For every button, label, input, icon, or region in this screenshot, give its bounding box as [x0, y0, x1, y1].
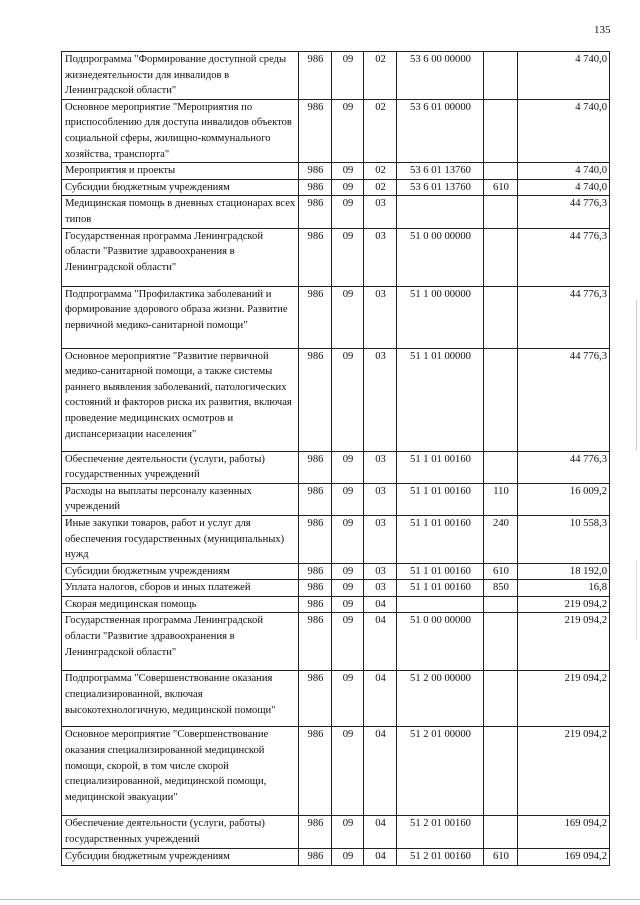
row-sum: 18 192,0: [518, 563, 610, 580]
row-name: Государственная программа Ленинградской области "Развитие здравоохранения в Ленинградской области": [62, 613, 299, 671]
row-name: Скорая медицинская помощь: [62, 596, 299, 613]
row-vr: 610: [484, 849, 518, 866]
row-csr: 53 6 01 13760: [397, 163, 484, 180]
row-pr: 03: [364, 451, 397, 483]
row-gr: 986: [299, 671, 332, 727]
row-rz: 09: [332, 196, 364, 228]
table-row: [62, 348, 610, 451]
row-gr: 986: [299, 596, 332, 613]
row-pr: 02: [364, 52, 397, 100]
row-vr: [484, 613, 518, 671]
row-name: Основное мероприятие "Мероприятия по приспособлению для доступа инвалидов объектов социальной сферы, жилищно-коммунального хозяйства, транспорта": [62, 99, 299, 162]
row-pr: 02: [364, 179, 397, 196]
row-sum: 16,8: [518, 580, 610, 597]
row-vr: 110: [484, 483, 518, 515]
row-pr: 03: [364, 580, 397, 597]
row-gr: 986: [299, 515, 332, 563]
row-name: Субсидии бюджетным учреждениям: [62, 179, 299, 196]
budget-table: [61, 51, 610, 866]
row-sum: 44 776,3: [518, 196, 610, 228]
row-gr: 986: [299, 286, 332, 348]
row-sum: 44 776,3: [518, 228, 610, 286]
row-pr: 03: [364, 228, 397, 286]
row-sum: 44 776,3: [518, 348, 610, 451]
row-vr: [484, 52, 518, 100]
row-csr: 51 1 01 00160: [397, 451, 484, 483]
row-csr: 51 0 00 00000: [397, 228, 484, 286]
row-vr: [484, 228, 518, 286]
row-csr: 51 2 01 00160: [397, 816, 484, 849]
row-rz: 09: [332, 727, 364, 816]
row-gr: 986: [299, 613, 332, 671]
row-name: Основное мероприятие "Развитие первичной медико-санитарной помощи, а также системы раннего выявления заболеваний, патологических состояний и факторов риска их развития, включая проведение медицинских осмотров и диспансеризации населения": [62, 348, 299, 451]
row-name: Подпрограмма "Совершенствование оказания специализированной, включая высокотехнологичную, медицинской помощи": [62, 671, 299, 727]
row-csr: 51 1 01 00160: [397, 515, 484, 563]
row-pr: 03: [364, 196, 397, 228]
row-sum: 219 094,2: [518, 613, 610, 671]
row-rz: 09: [332, 671, 364, 727]
table-row: [62, 580, 610, 597]
row-pr: 03: [364, 515, 397, 563]
row-vr: [484, 99, 518, 162]
row-sum: 219 094,2: [518, 671, 610, 727]
row-sum: 16 009,2: [518, 483, 610, 515]
row-gr: 986: [299, 196, 332, 228]
row-pr: 04: [364, 816, 397, 849]
row-pr: 04: [364, 727, 397, 816]
row-rz: 09: [332, 816, 364, 849]
row-pr: 03: [364, 563, 397, 580]
table-row: [62, 179, 610, 196]
row-vr: [484, 727, 518, 816]
row-pr: 02: [364, 163, 397, 180]
table-row: [62, 849, 610, 866]
table-row: [62, 671, 610, 727]
row-gr: 986: [299, 348, 332, 451]
row-gr: 986: [299, 228, 332, 286]
row-name: Мероприятия и проекты: [62, 163, 299, 180]
row-vr: [484, 816, 518, 849]
table-row: [62, 163, 610, 180]
row-gr: 986: [299, 849, 332, 866]
row-name: Медицинская помощь в дневных стационарах всех типов: [62, 196, 299, 228]
row-name: Обеспечение деятельности (услуги, работы) государственных учреждений: [62, 451, 299, 483]
table-row: [62, 727, 610, 816]
row-pr: 03: [364, 286, 397, 348]
table-row: [62, 451, 610, 483]
row-rz: 09: [332, 52, 364, 100]
row-rz: 09: [332, 179, 364, 196]
row-pr: 04: [364, 849, 397, 866]
row-pr: 04: [364, 613, 397, 671]
row-sum: 44 776,3: [518, 286, 610, 348]
row-name: Обеспечение деятельности (услуги, работы) государственных учреждений: [62, 816, 299, 849]
row-gr: 986: [299, 99, 332, 162]
row-sum: 219 094,2: [518, 596, 610, 613]
row-pr: 03: [364, 348, 397, 451]
row-csr: 53 6 01 13760: [397, 179, 484, 196]
table-row: [62, 286, 610, 348]
row-csr: 51 1 01 00160: [397, 580, 484, 597]
row-pr: 04: [364, 671, 397, 727]
row-rz: 09: [332, 286, 364, 348]
row-rz: 09: [332, 849, 364, 866]
row-vr: [484, 451, 518, 483]
row-gr: 986: [299, 727, 332, 816]
row-sum: 4 740,0: [518, 163, 610, 180]
row-rz: 09: [332, 515, 364, 563]
row-sum: 44 776,3: [518, 451, 610, 483]
row-sum: 10 558,3: [518, 515, 610, 563]
row-vr: [484, 196, 518, 228]
row-csr: [397, 596, 484, 613]
table-row: [62, 596, 610, 613]
row-gr: 986: [299, 816, 332, 849]
row-sum: 219 094,2: [518, 727, 610, 816]
row-pr: 04: [364, 596, 397, 613]
row-csr: 53 6 00 00000: [397, 52, 484, 100]
scan-bottom-edge: [0, 899, 640, 900]
table-row: [62, 52, 610, 100]
row-rz: 09: [332, 483, 364, 515]
row-csr: [397, 196, 484, 228]
table-row: [62, 613, 610, 671]
row-vr: 610: [484, 563, 518, 580]
row-name: Подпрограмма "Профилактика заболеваний и формирование здорового образа жизни. Развитие первичной медико-санитарной помощи": [62, 286, 299, 348]
row-rz: 09: [332, 348, 364, 451]
row-gr: 986: [299, 580, 332, 597]
page-number: 135: [594, 24, 611, 36]
row-rz: 09: [332, 613, 364, 671]
row-csr: 51 2 00 00000: [397, 671, 484, 727]
scan-edge-line: [636, 300, 637, 450]
row-name: Государственная программа Ленинградской области "Развитие здравоохранения в Ленинградской области": [62, 228, 299, 286]
row-csr: 51 1 01 00000: [397, 348, 484, 451]
row-gr: 986: [299, 483, 332, 515]
row-rz: 09: [332, 596, 364, 613]
table-row: [62, 816, 610, 849]
row-csr: 51 1 00 00000: [397, 286, 484, 348]
row-csr: 51 1 01 00160: [397, 483, 484, 515]
row-name: Иные закупки товаров, работ и услуг для обеспечения государственных (муниципальных) нужд: [62, 515, 299, 563]
row-vr: [484, 286, 518, 348]
row-gr: 986: [299, 563, 332, 580]
row-name: Подпрограмма "Формирование доступной среды жизнедеятельности для инвалидов в Ленинградской области": [62, 52, 299, 100]
table-row: [62, 563, 610, 580]
row-gr: 986: [299, 163, 332, 180]
row-gr: 986: [299, 52, 332, 100]
row-csr: 51 2 01 00160: [397, 849, 484, 866]
row-rz: 09: [332, 228, 364, 286]
row-vr: 850: [484, 580, 518, 597]
row-name: Субсидии бюджетным учреждениям: [62, 563, 299, 580]
row-vr: 240: [484, 515, 518, 563]
row-vr: [484, 348, 518, 451]
row-csr: 51 2 01 00000: [397, 727, 484, 816]
row-vr: 610: [484, 179, 518, 196]
row-vr: [484, 671, 518, 727]
row-gr: 986: [299, 179, 332, 196]
scan-edge-line: [636, 560, 637, 640]
row-name: Основное мероприятие "Совершенствование оказания специализированной медицинской помощи, скорой, в том числе скорой специализированной, медицинской помощи, медицинской эвакуации": [62, 727, 299, 816]
row-sum: 169 094,2: [518, 816, 610, 849]
row-name: Расходы на выплаты персоналу казенных учреждений: [62, 483, 299, 515]
row-name: Субсидии бюджетным учреждениям: [62, 849, 299, 866]
row-rz: 09: [332, 99, 364, 162]
row-pr: 03: [364, 483, 397, 515]
row-csr: 51 1 01 00160: [397, 563, 484, 580]
table-row: [62, 196, 610, 228]
row-rz: 09: [332, 451, 364, 483]
row-vr: [484, 163, 518, 180]
row-vr: [484, 596, 518, 613]
row-rz: 09: [332, 163, 364, 180]
table-row: [62, 483, 610, 515]
table-row: [62, 228, 610, 286]
row-sum: 169 094,2: [518, 849, 610, 866]
row-pr: 02: [364, 99, 397, 162]
row-sum: 4 740,0: [518, 179, 610, 196]
table-row: [62, 515, 610, 563]
row-gr: 986: [299, 451, 332, 483]
row-rz: 09: [332, 563, 364, 580]
row-name: Уплата налогов, сборов и иных платежей: [62, 580, 299, 597]
row-sum: 4 740,0: [518, 52, 610, 100]
row-csr: 51 0 00 00000: [397, 613, 484, 671]
table-row: [62, 99, 610, 162]
row-csr: 53 6 01 00000: [397, 99, 484, 162]
row-sum: 4 740,0: [518, 99, 610, 162]
row-rz: 09: [332, 580, 364, 597]
